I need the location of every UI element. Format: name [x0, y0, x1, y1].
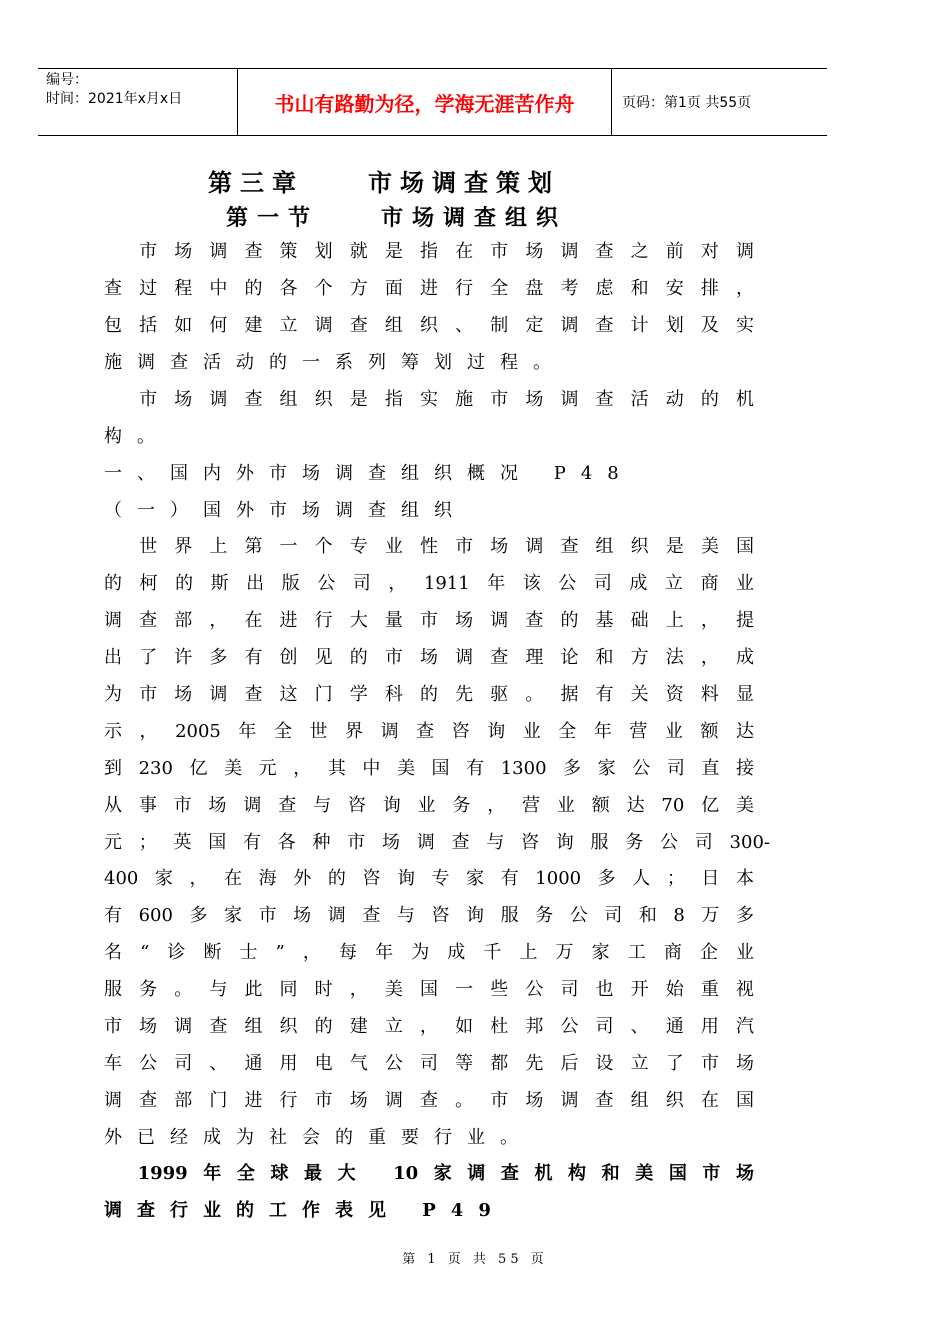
- heading-line: 一、国内外市场调查组织概况 P48: [104, 463, 634, 484]
- text-line: 施调查活动的一系列筹划过程。: [104, 352, 566, 373]
- number-label: 编号：: [46, 72, 88, 88]
- text-line: 市场调查组织的建立，如杜邦公司、通用汽: [104, 1016, 754, 1037]
- text-line: 从事市场调查与咨询业务，营业额达70亿美: [104, 795, 754, 816]
- text-line: 有600多家市场调查与咨询服务公司和8万多: [104, 905, 754, 926]
- header-meta: [38, 69, 238, 135]
- text-line: 市场调查组织是指实施市场调查活动的机: [104, 389, 754, 410]
- text-line: 包括如何建立调查组织、制定调查计划及实: [104, 315, 754, 336]
- text-line: 400家，在海外的咨询专家有1000多人；日本: [104, 868, 754, 889]
- header-page-label: 页码：第1页 共55页: [622, 95, 752, 111]
- text-line: 服务。与此同时，美国一些公司也开始重视: [104, 979, 754, 1000]
- header-motto: 书山有路勤为径，学海无涯苦作舟: [238, 69, 612, 135]
- text-line: 外已经成为社会的重要行业。: [104, 1127, 533, 1148]
- text-line: 调查部，在进行大量市场调查的基础上，提: [104, 610, 754, 631]
- text-line: 为市场调查这门学科的先驱。据有关资料显: [104, 684, 754, 705]
- text-line: 世界上第一个专业性市场调查组织是美国: [104, 536, 754, 557]
- time-label: 时间：2021年x月x日: [46, 91, 183, 107]
- heading-line: （一）国外市场调查组织: [104, 500, 467, 521]
- document-header: [38, 68, 827, 136]
- text-line: 元；英国有各种市场调查与咨询服务公司300-: [104, 832, 770, 853]
- text-line: 示，2005年全世界调查咨询业全年营业额达: [104, 721, 754, 742]
- text-line: 的柯的斯出版公司，1911年该公司成立商业: [104, 573, 754, 594]
- text-line: 构。: [104, 426, 170, 447]
- bold-text-line: 调查行业的工作表见 P49: [104, 1200, 506, 1221]
- section-title: 第一节 市场调查组织: [226, 206, 568, 231]
- text-line: 车公司、通用电气公司等都先后设立了市场: [104, 1053, 754, 1074]
- text-line: 调查部门进行市场调查。市场调查组织在国: [104, 1090, 754, 1111]
- text-line: 名“诊断士”，每年为成千上万家工商企业: [104, 942, 754, 963]
- page-footer: 第 1 页 共 55 页: [402, 1252, 548, 1267]
- text-line: 出了许多有创见的市场调查理论和方法，成: [104, 647, 754, 668]
- chapter-title: 第三章 市场调查策划: [208, 169, 560, 197]
- bold-text-line: 1999年全球最大 10家调查机构和美国市场: [104, 1163, 754, 1184]
- text-line: 市场调查策划就是指在市场调查之前对调: [104, 241, 754, 262]
- text-line: 到230亿美元，其中美国有1300多家公司直接: [104, 758, 754, 779]
- text-line: 查过程中的各个方面进行全盘考虑和安排，: [104, 278, 754, 299]
